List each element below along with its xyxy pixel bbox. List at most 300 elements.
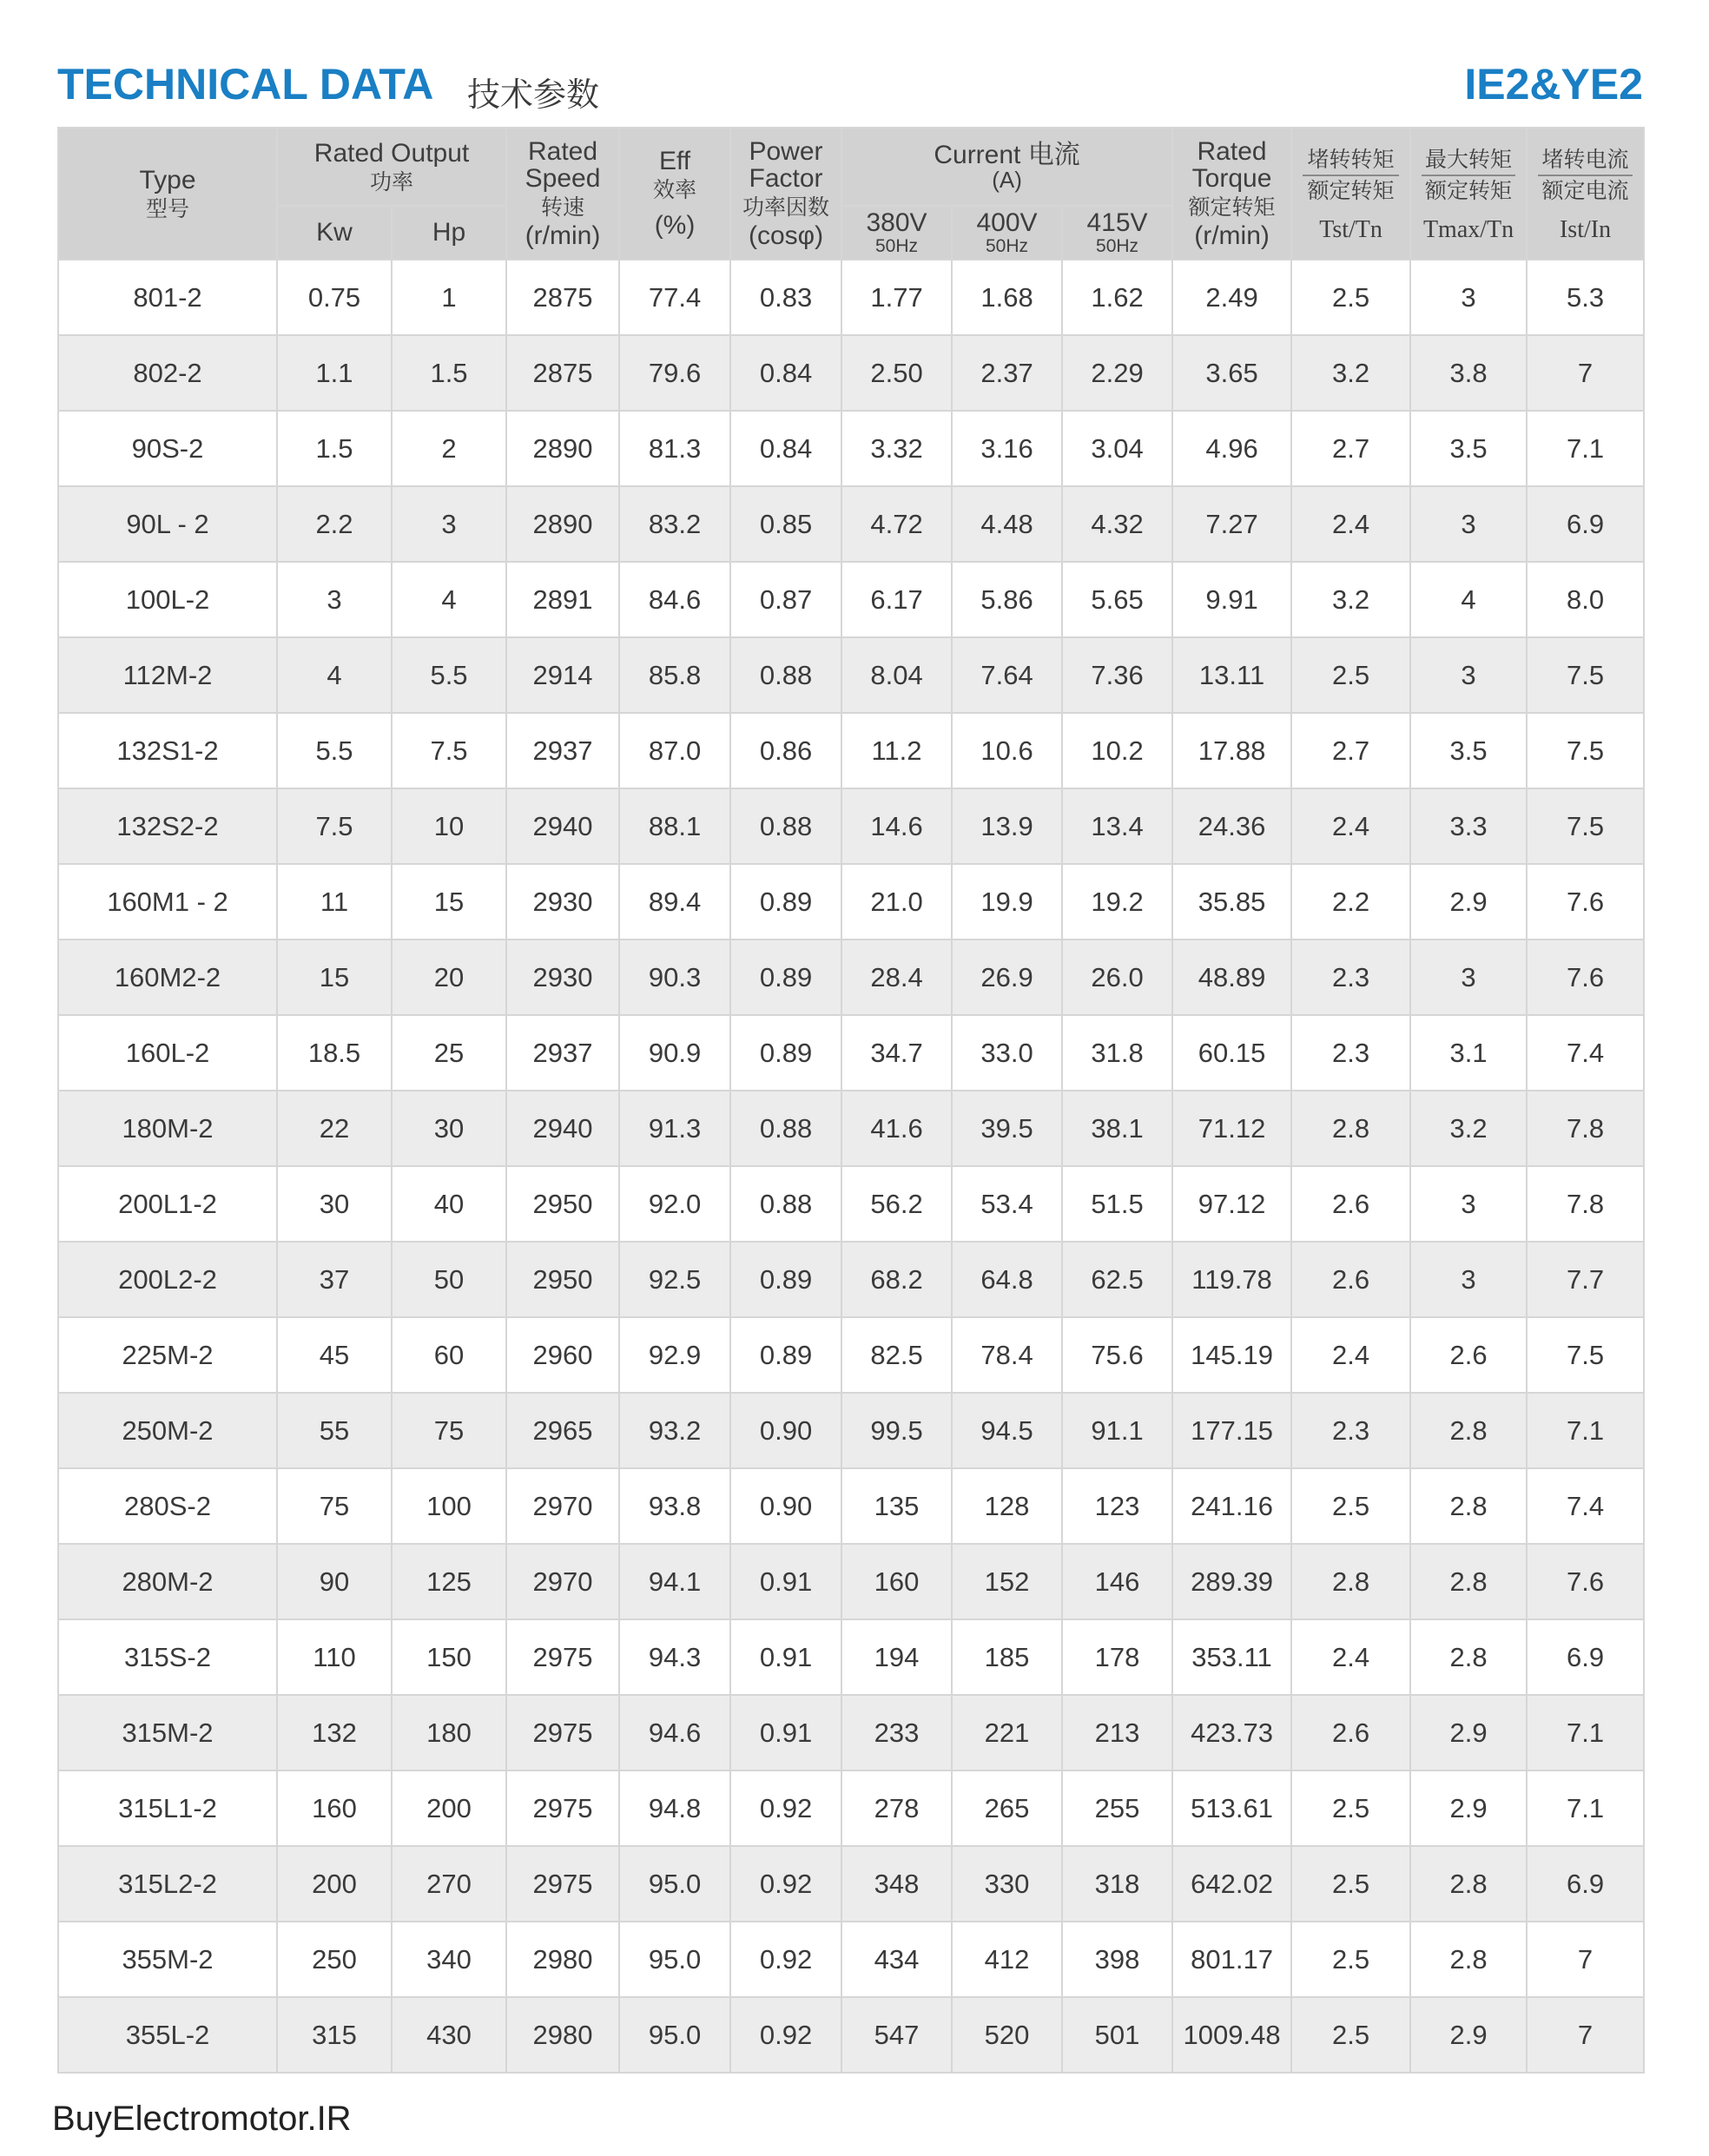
cell-type: 160M1 - 2: [58, 864, 277, 940]
cell-kw: 22: [277, 1091, 392, 1166]
cell-current-415v: 318: [1062, 1846, 1172, 1922]
col-400v-hz: 50Hz: [986, 235, 1029, 256]
cell-type: 200L2-2: [58, 1242, 277, 1317]
col-rated-torque-label-2: Torque: [1191, 164, 1272, 194]
cell-current-380v: 41.6: [841, 1091, 952, 1166]
cell-type: 250M-2: [58, 1393, 277, 1468]
col-type-label-cn: 型号: [145, 195, 189, 221]
table-row: [58, 637, 1644, 713]
cell-current-400v: 128: [952, 1468, 1062, 1544]
cell-power-factor: 0.86: [730, 713, 841, 788]
cell-current-400v: 1.68: [952, 260, 1062, 335]
cell-current-400v: 330: [952, 1846, 1062, 1922]
table-row: [58, 713, 1644, 788]
cell-ist-in: 6.9: [1527, 1619, 1644, 1695]
cell-eff: 92.0: [619, 1166, 730, 1242]
cell-ist-in: 7.5: [1527, 788, 1644, 864]
cell-current-400v: 64.8: [952, 1242, 1062, 1317]
col-eff-label-cn: 效率: [653, 176, 697, 202]
cell-current-400v: 78.4: [952, 1317, 1062, 1393]
cell-eff: 95.0: [619, 1922, 730, 1997]
table-row: [58, 788, 1644, 864]
cell-speed: 2975: [506, 1619, 619, 1695]
col-rated-torque-label-cn: 额定转矩: [1188, 194, 1276, 220]
col-rated-torque-unit: (r/min): [1194, 221, 1270, 250]
cell-tst-tn: 2.5: [1291, 1468, 1410, 1544]
cell-current-415v: 38.1: [1062, 1091, 1172, 1166]
cell-speed: 2875: [506, 335, 619, 411]
cell-eff: 83.2: [619, 486, 730, 562]
cell-torque: 1009.48: [1172, 1997, 1291, 2073]
cell-current-400v: 39.5: [952, 1091, 1062, 1166]
cell-kw: 250: [277, 1922, 392, 1997]
col-current-header: [841, 128, 1172, 206]
cell-kw: 3: [277, 562, 392, 637]
cell-hp: 60: [392, 1317, 506, 1393]
cell-current-415v: 398: [1062, 1922, 1172, 1997]
cell-current-400v: 4.48: [952, 486, 1062, 562]
cell-power-factor: 0.90: [730, 1468, 841, 1544]
col-tst-ratio: Tst/Tn: [1319, 215, 1382, 243]
cell-tmax-tn: 3: [1410, 1242, 1527, 1317]
cell-power-factor: 0.92: [730, 1846, 841, 1922]
cell-power-factor: 0.89: [730, 1242, 841, 1317]
page-header: [57, 52, 1643, 113]
col-380v-header: [841, 206, 952, 260]
cell-eff: 89.4: [619, 864, 730, 940]
cell-power-factor: 0.92: [730, 1922, 841, 1997]
cell-current-380v: 160: [841, 1544, 952, 1619]
cell-ist-in: 7.7: [1527, 1242, 1644, 1317]
cell-current-400v: 10.6: [952, 713, 1062, 788]
col-400v-label: 400V: [976, 208, 1038, 238]
cell-tmax-tn: 2.8: [1410, 1846, 1527, 1922]
col-eff-unit: (%): [654, 211, 696, 241]
cell-tst-tn: 2.4: [1291, 1317, 1410, 1393]
page-title: TECHNICAL DATA: [57, 60, 434, 109]
cell-kw: 160: [277, 1770, 392, 1846]
cell-hp: 15: [392, 864, 506, 940]
cell-speed: 2930: [506, 864, 619, 940]
cell-tmax-tn: 2.8: [1410, 1619, 1527, 1695]
footer-site-name: BuyElectromotor.IR: [52, 2100, 352, 2138]
col-415v-label: 415V: [1086, 208, 1148, 238]
cell-torque: 4.96: [1172, 411, 1291, 486]
cell-speed: 2940: [506, 1091, 619, 1166]
cell-type: 801-2: [58, 260, 277, 335]
col-tmax-denominator: 额定转矩: [1425, 178, 1513, 204]
cell-current-400v: 265: [952, 1770, 1062, 1846]
cell-current-415v: 123: [1062, 1468, 1172, 1544]
col-eff-header: [619, 128, 730, 260]
cell-tst-tn: 2.7: [1291, 411, 1410, 486]
cell-current-380v: 233: [841, 1695, 952, 1770]
cell-ist-in: 7.1: [1527, 1695, 1644, 1770]
cell-current-415v: 178: [1062, 1619, 1172, 1695]
cell-torque: 119.78: [1172, 1242, 1291, 1317]
cell-current-400v: 2.37: [952, 335, 1062, 411]
table-header: [58, 128, 1644, 260]
cell-current-380v: 194: [841, 1619, 952, 1695]
cell-power-factor: 0.88: [730, 637, 841, 713]
cell-current-400v: 3.16: [952, 411, 1062, 486]
cell-power-factor: 0.87: [730, 562, 841, 637]
cell-type: 132S1-2: [58, 713, 277, 788]
cell-power-factor: 0.88: [730, 788, 841, 864]
cell-speed: 2975: [506, 1846, 619, 1922]
cell-hp: 100: [392, 1468, 506, 1544]
cell-current-380v: 8.04: [841, 637, 952, 713]
cell-torque: 7.27: [1172, 486, 1291, 562]
cell-current-415v: 3.04: [1062, 411, 1172, 486]
cell-tst-tn: 2.5: [1291, 637, 1410, 713]
cell-ist-in: 7.5: [1527, 713, 1644, 788]
cell-current-415v: 26.0: [1062, 940, 1172, 1015]
cell-current-400v: 33.0: [952, 1015, 1062, 1091]
cell-torque: 177.15: [1172, 1393, 1291, 1468]
col-ist-denominator: 额定电流: [1541, 178, 1629, 204]
cell-current-380v: 135: [841, 1468, 952, 1544]
cell-hp: 340: [392, 1922, 506, 1997]
cell-power-factor: 0.91: [730, 1695, 841, 1770]
page-title-chinese: 技术参数: [467, 76, 600, 114]
cell-current-415v: 10.2: [1062, 713, 1172, 788]
cell-tst-tn: 3.2: [1291, 335, 1410, 411]
cell-speed: 2970: [506, 1544, 619, 1619]
cell-hp: 180: [392, 1695, 506, 1770]
cell-hp: 75: [392, 1393, 506, 1468]
col-power-factor-unit: (cosφ): [748, 221, 824, 250]
cell-torque: 17.88: [1172, 713, 1291, 788]
table-row: [58, 1846, 1644, 1922]
cell-power-factor: 0.91: [730, 1544, 841, 1619]
cell-ist-in: 7.8: [1527, 1166, 1644, 1242]
table-row: [58, 1015, 1644, 1091]
cell-ist-in: 7.1: [1527, 411, 1644, 486]
col-current-unit: (A): [992, 167, 1022, 194]
col-tst-header: [1291, 128, 1410, 260]
cell-current-400v: 221: [952, 1695, 1062, 1770]
cell-current-380v: 278: [841, 1770, 952, 1846]
col-rated-speed-label-cn: 转速: [541, 194, 585, 220]
cell-type: 132S2-2: [58, 788, 277, 864]
cell-current-415v: 31.8: [1062, 1015, 1172, 1091]
table-row: [58, 864, 1644, 940]
cell-eff: 94.6: [619, 1695, 730, 1770]
cell-current-400v: 7.64: [952, 637, 1062, 713]
cell-current-415v: 91.1: [1062, 1393, 1172, 1468]
cell-torque: 241.16: [1172, 1468, 1291, 1544]
cell-tmax-tn: 3.3: [1410, 788, 1527, 864]
cell-torque: 801.17: [1172, 1922, 1291, 1997]
cell-current-415v: 51.5: [1062, 1166, 1172, 1242]
cell-tst-tn: 2.3: [1291, 1015, 1410, 1091]
cell-current-380v: 1.77: [841, 260, 952, 335]
cell-tst-tn: 2.5: [1291, 1846, 1410, 1922]
cell-eff: 91.3: [619, 1091, 730, 1166]
cell-hp: 1.5: [392, 335, 506, 411]
col-380v-label: 380V: [866, 208, 927, 238]
cell-current-380v: 348: [841, 1846, 952, 1922]
cell-type: 160L-2: [58, 1015, 277, 1091]
cell-torque: 13.11: [1172, 637, 1291, 713]
cell-kw: 110: [277, 1619, 392, 1695]
cell-power-factor: 0.84: [730, 335, 841, 411]
cell-tmax-tn: 3.8: [1410, 335, 1527, 411]
cell-torque: 97.12: [1172, 1166, 1291, 1242]
col-ist-header: [1527, 128, 1644, 260]
cell-ist-in: 7.1: [1527, 1393, 1644, 1468]
cell-tst-tn: 2.5: [1291, 260, 1410, 335]
cell-tmax-tn: 4: [1410, 562, 1527, 637]
cell-kw: 7.5: [277, 788, 392, 864]
cell-current-400v: 152: [952, 1544, 1062, 1619]
cell-tmax-tn: 2.9: [1410, 1997, 1527, 2073]
cell-speed: 2914: [506, 637, 619, 713]
cell-kw: 11: [277, 864, 392, 940]
col-rated-speed-label-2: Speed: [525, 164, 601, 194]
cell-type: 90L - 2: [58, 486, 277, 562]
table-row: [58, 335, 1644, 411]
cell-power-factor: 0.85: [730, 486, 841, 562]
col-eff-label: Eff: [658, 147, 691, 176]
cell-speed: 2940: [506, 788, 619, 864]
cell-eff: 95.0: [619, 1997, 730, 2073]
cell-current-400v: 94.5: [952, 1393, 1062, 1468]
cell-tmax-tn: 3: [1410, 260, 1527, 335]
cell-torque: 35.85: [1172, 864, 1291, 940]
cell-current-380v: 34.7: [841, 1015, 952, 1091]
cell-torque: 513.61: [1172, 1770, 1291, 1846]
cell-ist-in: 7: [1527, 1922, 1644, 1997]
cell-current-380v: 56.2: [841, 1166, 952, 1242]
col-ist-ratio: Ist/In: [1559, 215, 1612, 243]
cell-tmax-tn: 3: [1410, 637, 1527, 713]
cell-current-400v: 19.9: [952, 864, 1062, 940]
table-row: [58, 1091, 1644, 1166]
cell-speed: 2950: [506, 1166, 619, 1242]
cell-kw: 132: [277, 1695, 392, 1770]
cell-ist-in: 7.8: [1527, 1091, 1644, 1166]
table-row: [58, 411, 1644, 486]
table-row: [58, 260, 1644, 335]
cell-speed: 2965: [506, 1393, 619, 1468]
cell-torque: 71.12: [1172, 1091, 1291, 1166]
cell-eff: 93.8: [619, 1468, 730, 1544]
table-body: [58, 260, 1644, 2073]
cell-tmax-tn: 3: [1410, 1166, 1527, 1242]
cell-power-factor: 0.92: [730, 1997, 841, 2073]
col-power-factor-header: [730, 128, 841, 260]
table-row: [58, 1544, 1644, 1619]
cell-hp: 5.5: [392, 637, 506, 713]
cell-current-400v: 13.9: [952, 788, 1062, 864]
cell-ist-in: 7.4: [1527, 1468, 1644, 1544]
cell-torque: 289.39: [1172, 1544, 1291, 1619]
cell-tst-tn: 2.3: [1291, 940, 1410, 1015]
cell-torque: 423.73: [1172, 1695, 1291, 1770]
cell-tst-tn: 2.6: [1291, 1695, 1410, 1770]
cell-tmax-tn: 3.5: [1410, 713, 1527, 788]
cell-hp: 10: [392, 788, 506, 864]
cell-tmax-tn: 3.2: [1410, 1091, 1527, 1166]
cell-type: 315L1-2: [58, 1770, 277, 1846]
cell-eff: 93.2: [619, 1393, 730, 1468]
col-rated-output-header: [277, 128, 506, 206]
table-row: [58, 1317, 1644, 1393]
cell-tst-tn: 2.3: [1291, 1393, 1410, 1468]
cell-tst-tn: 2.4: [1291, 788, 1410, 864]
cell-ist-in: 8.0: [1527, 562, 1644, 637]
cell-tmax-tn: 3: [1410, 486, 1527, 562]
cell-power-factor: 0.91: [730, 1619, 841, 1695]
cell-type: 160M2-2: [58, 940, 277, 1015]
cell-ist-in: 7: [1527, 335, 1644, 411]
col-type-header: [58, 128, 277, 260]
cell-kw: 5.5: [277, 713, 392, 788]
cell-ist-in: 7.6: [1527, 940, 1644, 1015]
cell-eff: 90.9: [619, 1015, 730, 1091]
cell-current-400v: 53.4: [952, 1166, 1062, 1242]
cell-torque: 353.11: [1172, 1619, 1291, 1695]
cell-current-400v: 185: [952, 1619, 1062, 1695]
cell-power-factor: 0.88: [730, 1091, 841, 1166]
table-row: [58, 1997, 1644, 2073]
cell-kw: 200: [277, 1846, 392, 1922]
cell-speed: 2937: [506, 713, 619, 788]
cell-hp: 40: [392, 1166, 506, 1242]
cell-eff: 88.1: [619, 788, 730, 864]
cell-hp: 3: [392, 486, 506, 562]
cell-hp: 30: [392, 1091, 506, 1166]
cell-kw: 1.1: [277, 335, 392, 411]
cell-current-380v: 68.2: [841, 1242, 952, 1317]
cell-eff: 77.4: [619, 260, 730, 335]
cell-type: 112M-2: [58, 637, 277, 713]
cell-kw: 15: [277, 940, 392, 1015]
cell-eff: 81.3: [619, 411, 730, 486]
cell-type: 355M-2: [58, 1922, 277, 1997]
cell-tmax-tn: 2.6: [1410, 1317, 1527, 1393]
cell-torque: 24.36: [1172, 788, 1291, 864]
cell-type: 90S-2: [58, 411, 277, 486]
cell-tmax-tn: 2.9: [1410, 864, 1527, 940]
cell-speed: 2980: [506, 1922, 619, 1997]
table-row: [58, 1770, 1644, 1846]
cell-current-380v: 4.72: [841, 486, 952, 562]
cell-ist-in: 5.3: [1527, 260, 1644, 335]
technical-data-table: [57, 127, 1645, 2074]
cell-tmax-tn: 2.8: [1410, 1922, 1527, 1997]
cell-type: 315S-2: [58, 1619, 277, 1695]
table-row: [58, 1922, 1644, 1997]
cell-speed: 2890: [506, 411, 619, 486]
col-tst-numerator: 堵转转矩: [1303, 145, 1399, 176]
cell-speed: 2937: [506, 1015, 619, 1091]
cell-tst-tn: 2.5: [1291, 1997, 1410, 2073]
cell-hp: 20: [392, 940, 506, 1015]
cell-power-factor: 0.89: [730, 940, 841, 1015]
cell-power-factor: 0.89: [730, 1317, 841, 1393]
cell-current-380v: 6.17: [841, 562, 952, 637]
cell-hp: 200: [392, 1770, 506, 1846]
cell-tst-tn: 2.6: [1291, 1166, 1410, 1242]
col-power-factor-label-2: Factor: [749, 164, 823, 194]
cell-type: 315M-2: [58, 1695, 277, 1770]
cell-hp: 430: [392, 1997, 506, 2073]
col-380v-hz: 50Hz: [875, 235, 919, 256]
cell-type: 100L-2: [58, 562, 277, 637]
cell-current-415v: 13.4: [1062, 788, 1172, 864]
cell-tst-tn: 2.2: [1291, 864, 1410, 940]
cell-torque: 145.19: [1172, 1317, 1291, 1393]
cell-kw: 1.5: [277, 411, 392, 486]
table-row: [58, 562, 1644, 637]
cell-tmax-tn: 3.5: [1410, 411, 1527, 486]
cell-power-factor: 0.90: [730, 1393, 841, 1468]
cell-kw: 37: [277, 1242, 392, 1317]
cell-current-380v: 3.32: [841, 411, 952, 486]
cell-speed: 2975: [506, 1695, 619, 1770]
series-badge: IE2&YE2: [1464, 60, 1643, 109]
cell-tst-tn: 2.6: [1291, 1242, 1410, 1317]
cell-current-415v: 62.5: [1062, 1242, 1172, 1317]
cell-current-415v: 501: [1062, 1997, 1172, 2073]
cell-power-factor: 0.89: [730, 864, 841, 940]
cell-ist-in: 7.6: [1527, 864, 1644, 940]
cell-eff: 94.8: [619, 1770, 730, 1846]
cell-torque: 9.91: [1172, 562, 1291, 637]
col-tmax-ratio: Tmax/Tn: [1422, 215, 1514, 243]
col-rated-speed-header: [506, 128, 619, 260]
cell-tst-tn: 2.5: [1291, 1770, 1410, 1846]
cell-torque: 642.02: [1172, 1846, 1291, 1922]
cell-current-380v: 11.2: [841, 713, 952, 788]
col-rated-speed-unit: (r/min): [525, 221, 601, 250]
col-ist-numerator: 堵转电流: [1538, 145, 1633, 176]
cell-power-factor: 0.84: [730, 411, 841, 486]
cell-current-415v: 5.65: [1062, 562, 1172, 637]
cell-tst-tn: 3.2: [1291, 562, 1410, 637]
cell-kw: 75: [277, 1468, 392, 1544]
table-row: [58, 486, 1644, 562]
cell-current-380v: 14.6: [841, 788, 952, 864]
cell-tst-tn: 2.5: [1291, 1922, 1410, 1997]
cell-tmax-tn: 2.8: [1410, 1468, 1527, 1544]
cell-eff: 87.0: [619, 713, 730, 788]
col-current-label: Current 电流: [934, 140, 1080, 169]
cell-eff: 92.9: [619, 1317, 730, 1393]
cell-current-415v: 213: [1062, 1695, 1172, 1770]
col-tst-denominator: 额定转矩: [1307, 178, 1395, 204]
cell-current-415v: 19.2: [1062, 864, 1172, 940]
cell-type: 355L-2: [58, 1997, 277, 2073]
cell-tst-tn: 2.7: [1291, 713, 1410, 788]
table-row: [58, 1695, 1644, 1770]
col-kw-header: Kw: [277, 206, 392, 260]
cell-eff: 92.5: [619, 1242, 730, 1317]
cell-hp: 150: [392, 1619, 506, 1695]
cell-tmax-tn: 2.9: [1410, 1695, 1527, 1770]
cell-ist-in: 7.6: [1527, 1544, 1644, 1619]
cell-ist-in: 6.9: [1527, 1846, 1644, 1922]
cell-tst-tn: 2.8: [1291, 1091, 1410, 1166]
cell-power-factor: 0.88: [730, 1166, 841, 1242]
cell-hp: 270: [392, 1846, 506, 1922]
cell-power-factor: 0.92: [730, 1770, 841, 1846]
cell-current-415v: 1.62: [1062, 260, 1172, 335]
cell-power-factor: 0.83: [730, 260, 841, 335]
